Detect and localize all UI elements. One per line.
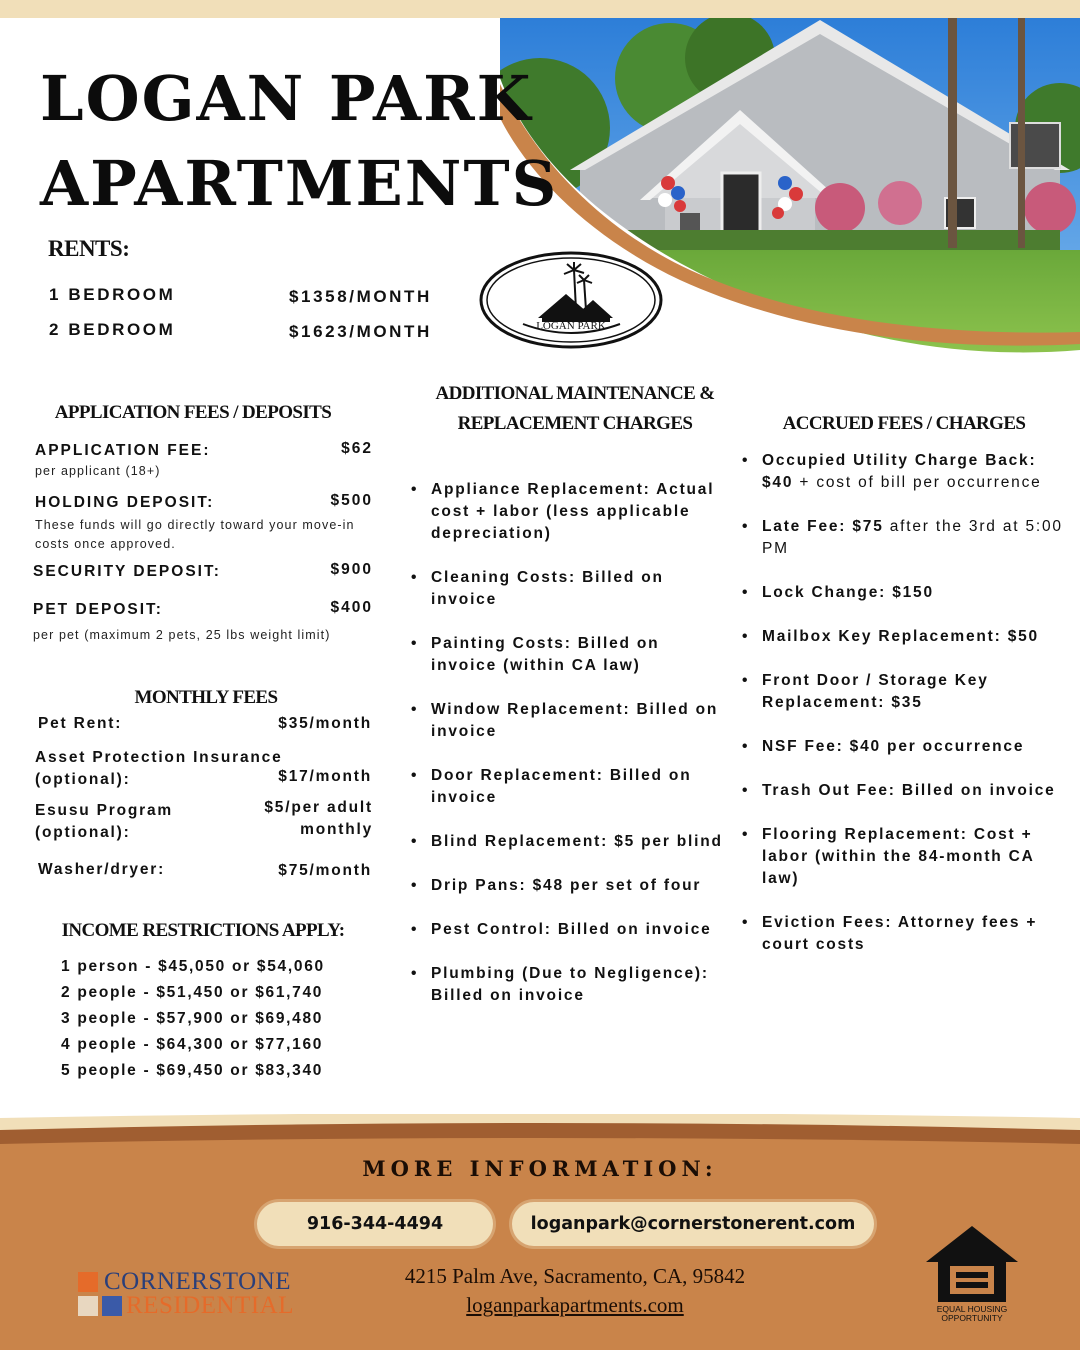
list-item: [742, 626, 1064, 648]
list-item: [742, 450, 1064, 494]
washer-dryer-value: $75/month: [278, 862, 372, 879]
logo-square-orange: [78, 1272, 98, 1292]
list-item-bold: Occupied Utility Charge Back: $40: [762, 452, 1037, 491]
asset-protection-value: $17/month: [278, 768, 372, 785]
list-item: • Blind Replacement: $5 per blind: [411, 831, 729, 853]
list-item-bold: Late Fee: $75: [762, 518, 884, 535]
list-item-bold: NSF Fee: $40 per occurrence: [762, 738, 1025, 755]
eho-line1: EQUAL HOUSING: [936, 1304, 1008, 1314]
security-deposit-value: $900: [330, 561, 373, 578]
phone-link[interactable]: 916-344-4494: [257, 1202, 493, 1246]
list-item: • Plumbing (Due to Negligence): Billed on invoice: [411, 963, 729, 1007]
top-band: [0, 0, 1080, 18]
list-item: • Window Replacement: Billed on invoice: [411, 699, 729, 743]
list-item: • Drip Pans: $48 per set of four: [411, 875, 729, 897]
email-link[interactable]: loganpark@cornerstonerent.com: [512, 1202, 874, 1246]
holding-deposit-value: $500: [330, 492, 373, 509]
list-item: [742, 912, 1064, 956]
accrued-heading: ACCRUED FEES / CHARGES: [782, 413, 1026, 434]
income-row: 5 people - $69,450 or $83,340: [61, 1062, 324, 1079]
maintenance-heading-line1: ADDITIONAL MAINTENANCE &: [435, 383, 715, 404]
washer-dryer-label: Washer/dryer:: [38, 861, 166, 878]
asset-protection-label: Asset Protection Insurance (optional):: [35, 749, 283, 788]
income-row: 4 people - $64,300 or $77,160: [61, 1036, 324, 1053]
rents-heading: RENTS:: [48, 236, 130, 261]
rent-1bed-label: 1 BEDROOM: [49, 285, 176, 304]
esusu-label: Esusu Program (optional):: [35, 802, 173, 841]
list-item-bold: Lock Change: $150: [762, 584, 934, 601]
pet-deposit-label: PET DEPOSIT:: [33, 601, 163, 618]
list-item: [742, 670, 1064, 714]
equal-housing-icon: [924, 1224, 1020, 1324]
list-item-bold: Trash Out Fee: Billed on invoice: [762, 782, 1056, 799]
list-item-bold: Front Door / Storage Key Replacement: $35: [762, 672, 989, 711]
website-link[interactable]: loganparkapartments.com: [466, 1293, 684, 1317]
maintenance-heading-line2: REPLACEMENT CHARGES: [457, 413, 693, 434]
accrued-list: [742, 450, 1064, 978]
rent-1bed-value: $1358/MONTH: [289, 287, 432, 306]
logan-park-logo: [478, 250, 664, 350]
holding-deposit-label: HOLDING DEPOSIT:: [35, 494, 215, 511]
rent-2bed-label: 2 BEDROOM: [49, 320, 176, 339]
income-row: 2 people - $51,450 or $61,740: [61, 984, 324, 1001]
list-item: [742, 516, 1064, 560]
list-item: [742, 736, 1064, 758]
income-heading: INCOME RESTRICTIONS APPLY:: [61, 920, 345, 941]
list-item: • Pest Control: Billed on invoice: [411, 919, 729, 941]
security-deposit-label: SECURITY DEPOSIT:: [33, 563, 221, 580]
holding-deposit-note: These funds will go directly toward your move-in costs once approved.: [35, 518, 355, 551]
page-title-line1: LOGAN PARK: [40, 62, 533, 135]
list-item-bold: Eviction Fees: Attorney fees + court costs: [762, 914, 1038, 953]
list-item: [742, 824, 1064, 890]
list-item-bold: Flooring Replacement: Cost + labor (within the 84-month CA law): [762, 826, 1035, 887]
pet-rent-label: Pet Rent:: [38, 715, 123, 732]
list-item: [742, 582, 1064, 604]
cornerstone-line1: CORNERSTONE: [104, 1268, 292, 1295]
cornerstone-line2: RESIDENTIAL: [126, 1292, 294, 1319]
page-title-line2: APARTMENTS: [40, 147, 559, 220]
list-item: • Door Replacement: Billed on invoice: [411, 765, 729, 809]
list-item-rest: after the 3rd at 5:00 PM: [762, 518, 1063, 557]
income-row: 1 person - $45,050 or $54,060: [61, 958, 325, 975]
application-fee-note: per applicant (18+): [35, 464, 161, 478]
logo-square-cream: [78, 1296, 98, 1316]
address-text: 4215 Palm Ave, Sacramento, CA, 95842: [404, 1264, 746, 1288]
cornerstone-logo: [78, 1268, 318, 1324]
income-row: 3 people - $57,900 or $69,480: [61, 1010, 324, 1027]
list-item: • Painting Costs: Billed on invoice (within CA law): [411, 633, 729, 677]
application-fee-label: APPLICATION FEE:: [35, 442, 211, 459]
maintenance-list: [411, 479, 729, 1029]
eho-line2: OPPORTUNITY: [941, 1313, 1003, 1323]
pet-deposit-note: per pet (maximum 2 pets, 25 lbs weight limit): [33, 628, 331, 642]
logo-text: LOGAN PARK: [536, 320, 606, 332]
application-heading: APPLICATION FEES / DEPOSITS: [54, 402, 332, 423]
esusu-value: $5/per adult monthly: [264, 799, 373, 838]
application-fee-value: $62: [341, 440, 373, 457]
list-item: • Appliance Replacement: Actual cost + labor (less applicable depreciation): [411, 479, 729, 545]
list-item-bold: Mailbox Key Replacement: $50: [762, 628, 1039, 645]
list-item: [742, 780, 1064, 802]
pet-deposit-value: $400: [330, 599, 373, 616]
list-item: • Cleaning Costs: Billed on invoice: [411, 567, 729, 611]
logo-square-blue: [102, 1296, 122, 1316]
rent-2bed-value: $1623/MONTH: [289, 322, 432, 341]
more-info-heading: MORE INFORMATION:: [362, 1156, 718, 1181]
monthly-heading: MONTHLY FEES: [134, 687, 278, 708]
pet-rent-value: $35/month: [278, 715, 372, 732]
list-item-rest: + cost of bill per occurrence: [793, 474, 1042, 491]
